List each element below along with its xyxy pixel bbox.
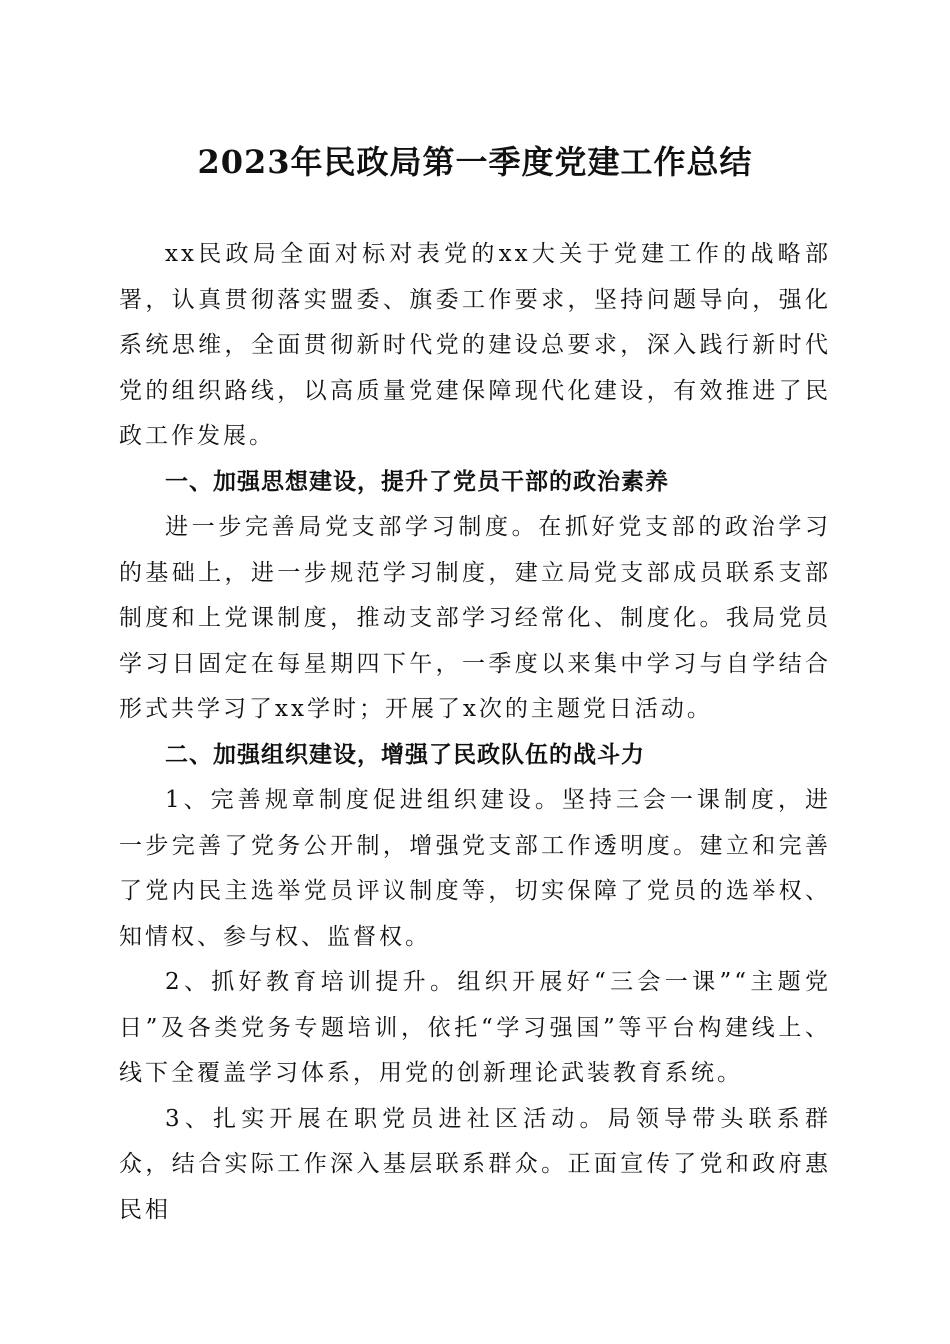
section-2-item-2: 2、抓好教育培训提升。组织开展好“三会一课”“主题党日”及各类党务专题培训，依托“学习强国”等平台构建线上、线下全覆盖学习体系，用党的创新理论武装教育系统。 — [119, 969, 831, 1086]
document-body — [119, 232, 831, 1233]
section-2-heading: 二、加强组织建设，增强了民政队伍的战斗力 — [165, 741, 645, 768]
document-title: 2023年民政局第一季度党建工作总结 — [197, 143, 753, 181]
section-2-item-1: 1、完善规章制度促进组织建设。坚持三会一课制度，进一步完善了党务公开制，增强党支部工作透明度。建立和完善了党内民主选举党员评议制度等，切实保障了党员的选举权、知情权、参与权、监督权。 — [119, 787, 831, 950]
section-1-heading: 一、加强思想建设，提升了党员干部的政治素养 — [165, 468, 669, 495]
section-2-item-3: 3、扎实开展在职党员进社区活动。局领导带头联系群众，结合实际工作深入基层联系群众。正面宣传了党和政府惠民相 — [119, 1105, 831, 1223]
section-1-paragraph: 进一步完善局党支部学习制度。在抓好党支部的政治学习的基础上，进一步规范学习制度，建立局党支部成员联系支部制度和上党课制度，推动支部学习经常化、制度化。我局党员学习日固定在每星期四下午，一季度以来集中学习与自学结合形式共学习了xx学时；开展了x次的主题党日活动。 — [119, 514, 831, 722]
intro-paragraph: xx民政局全面对标对表党的xx大关于党建工作的战略部署，认真贯彻落实盟委、旗委工作要求，坚持问题导向，强化系统思维，全面贯彻新时代党的建设总要求，深入践行新时代党的组织路线，以高质量党建保障现代化建设，有效推进了民政工作发展。 — [119, 241, 831, 449]
